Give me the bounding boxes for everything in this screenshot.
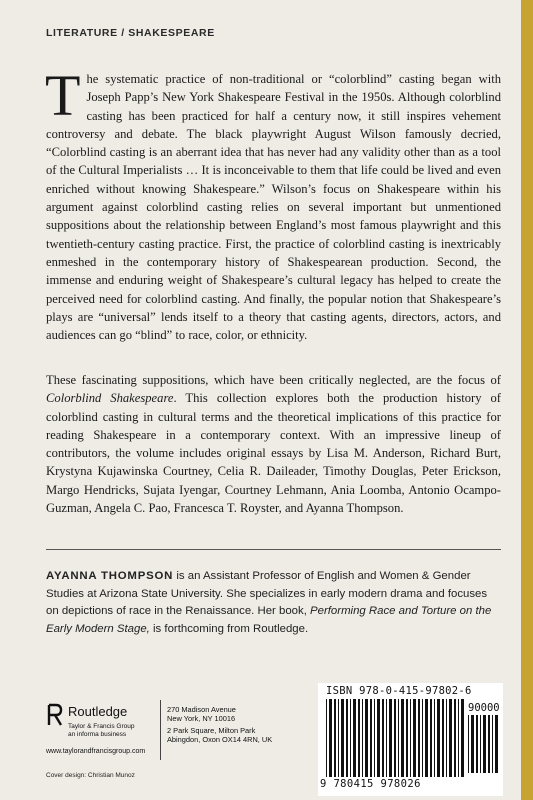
barcode-bar <box>401 699 404 777</box>
address-us-line-2: New York, NY 10016 <box>167 714 236 723</box>
publisher-group-line-1: Taylor & Francis Group <box>68 723 135 730</box>
barcode-bar <box>430 699 432 777</box>
publisher-divider <box>160 700 161 760</box>
barcode-bar <box>449 699 452 777</box>
description-paragraph-2 <box>46 371 501 517</box>
section-divider <box>46 549 501 550</box>
bio-text-after: is forthcoming from Routledge. <box>149 622 309 635</box>
book-title: Colorblind Shakespeare <box>46 391 174 406</box>
author-bio <box>46 568 501 638</box>
barcode-bar <box>338 699 339 777</box>
barcode-bar <box>437 699 440 777</box>
paragraph-2-text-before: These fascinating suppositions, which have been critically neglected, are the focus of <box>46 373 501 387</box>
barcode-bar <box>422 699 423 777</box>
category-label: LITERATURE / SHAKESPEARE <box>46 27 215 39</box>
barcode-bar <box>386 699 387 777</box>
address-uk <box>167 726 272 744</box>
barcode-bar <box>394 699 396 777</box>
barcode-bar <box>495 715 498 773</box>
drop-cap: T <box>45 63 81 128</box>
barcode-bar <box>488 715 490 773</box>
barcode-bar <box>410 699 411 777</box>
barcode-bar <box>413 699 416 777</box>
barcode-bar <box>398 699 399 777</box>
isbn-text: ISBN 978-0-415-97802-6 <box>326 685 472 697</box>
paragraph-1-text: he systematic practice of non-traditional or “colorblind” casting began with Joseph Papp’s New York Shakespeare Festival in the 1950s. Although colorblind casting has been practiced for half a century now, it still inspires vehement controversy and debate. The black playwright August Wilson famously decried, “Colorblind casting is an aberrant idea that has never had any validity other than as a tool of the Cultural Imperialists … It is inconceivable to them that life could be lived and even enriched without knowing Shakespeare.” Wilson’s focus on Shakespeare within his argument against colorblind casting relies on several important but unmentioned suppositions about the relationship between England’s most famous playwright and this twentieth-century casting practice. First, the practice of colorblind casting is inextricably enmeshed in the contemporary history of Shakespearean production. Second, the immense and enduring weight of Shakespeare’s cultural legacy has helped to create the perceived need for colorblind casting. And finally, the popular notion that Shakespeare’s plays are “universal” lends itself to a theory that casting agents, directors, actors, and audiences can go “blind” to race, color, or ethnicity. <box>46 72 501 343</box>
publisher-group-line-2: an informa business <box>68 731 127 738</box>
barcode-bar <box>425 699 428 777</box>
paragraph-2-text-after: . This collection explores both the production history of colorblind casting in cultural terms and the theoretical implications of this practice for reading Shakespeare in a contemporary context. With an impressive lineup of contributors, the volume includes original essays by Lisa M. Anderson, Richard Burt, Krystyna Kujawinska Courtney, Celia R. Daileader, Timothy Douglas, Peter Erickson, Margo Hendricks, Sujata Iyengar, Courtney Lehmann, Ania Loomba, Antonio Ocampo-Guzman, Angela C. Pao, Francesca T. Royster, and Ayanna Thompson. <box>46 391 502 516</box>
barcode-bar <box>434 699 435 777</box>
barcode-bar <box>365 699 368 777</box>
routledge-logo-icon <box>47 703 63 727</box>
barcode-bar <box>480 715 481 773</box>
barcode-bar <box>418 699 420 777</box>
spine-edge <box>521 0 533 800</box>
barcode-bar <box>461 699 464 777</box>
description-paragraph-1 <box>45 63 501 344</box>
barcode-bar <box>458 699 459 777</box>
barcode-bar <box>483 715 486 773</box>
ean-barcode <box>324 699 464 777</box>
barcode-bar <box>406 699 408 777</box>
address-uk-line-1: 2 Park Square, Milton Park <box>167 726 256 735</box>
barcode-bar <box>382 699 384 777</box>
publisher-name: Routledge <box>68 704 128 719</box>
barcode-bar <box>374 699 375 777</box>
barcode-bar <box>442 699 444 777</box>
address-us-line-1: 270 Madison Avenue <box>167 705 236 714</box>
forthcoming-book-title: Performing Race and Torture on the Early Modern Stage, <box>46 605 492 635</box>
barcode-bar <box>353 699 356 777</box>
barcode-bar <box>446 699 447 777</box>
barcode-bar <box>358 699 360 777</box>
price-barcode <box>466 715 498 773</box>
publisher-group <box>68 723 134 739</box>
ean-digits: 9 780415 978026 <box>320 778 421 790</box>
address-us <box>167 705 236 723</box>
barcode-bar <box>329 699 332 777</box>
price-code: 90000 <box>468 702 500 714</box>
bio-text-before: is an Assistant Professor of English and Women & Gender Studies at Arizona State University. She specializes in early modern drama and focuses on depictions of race in the Renaissance. Her book, <box>46 570 488 617</box>
address-uk-line-2: Abingdon, Oxon OX14 4RN, UK <box>167 735 273 744</box>
barcode-bar <box>476 715 478 773</box>
barcode-bar <box>346 699 348 777</box>
barcode-bar <box>471 715 474 773</box>
barcode-box <box>318 683 503 796</box>
barcode-bar <box>389 699 392 777</box>
barcode-bar <box>454 699 456 777</box>
barcode-bar <box>341 699 344 777</box>
cover-design-credit: Cover design: Christian Munoz <box>46 772 135 779</box>
barcode-bar <box>468 715 469 773</box>
barcode-bar <box>350 699 351 777</box>
barcode-bar <box>492 715 493 773</box>
barcode-bar <box>326 699 327 777</box>
barcode-bar <box>334 699 336 777</box>
author-name: AYANNA THOMPSON <box>46 570 174 582</box>
barcode-bar <box>377 699 380 777</box>
barcode-bar <box>370 699 372 777</box>
publisher-website: www.taylorandfrancisgroup.com <box>46 748 146 755</box>
barcode-bar <box>362 699 363 777</box>
